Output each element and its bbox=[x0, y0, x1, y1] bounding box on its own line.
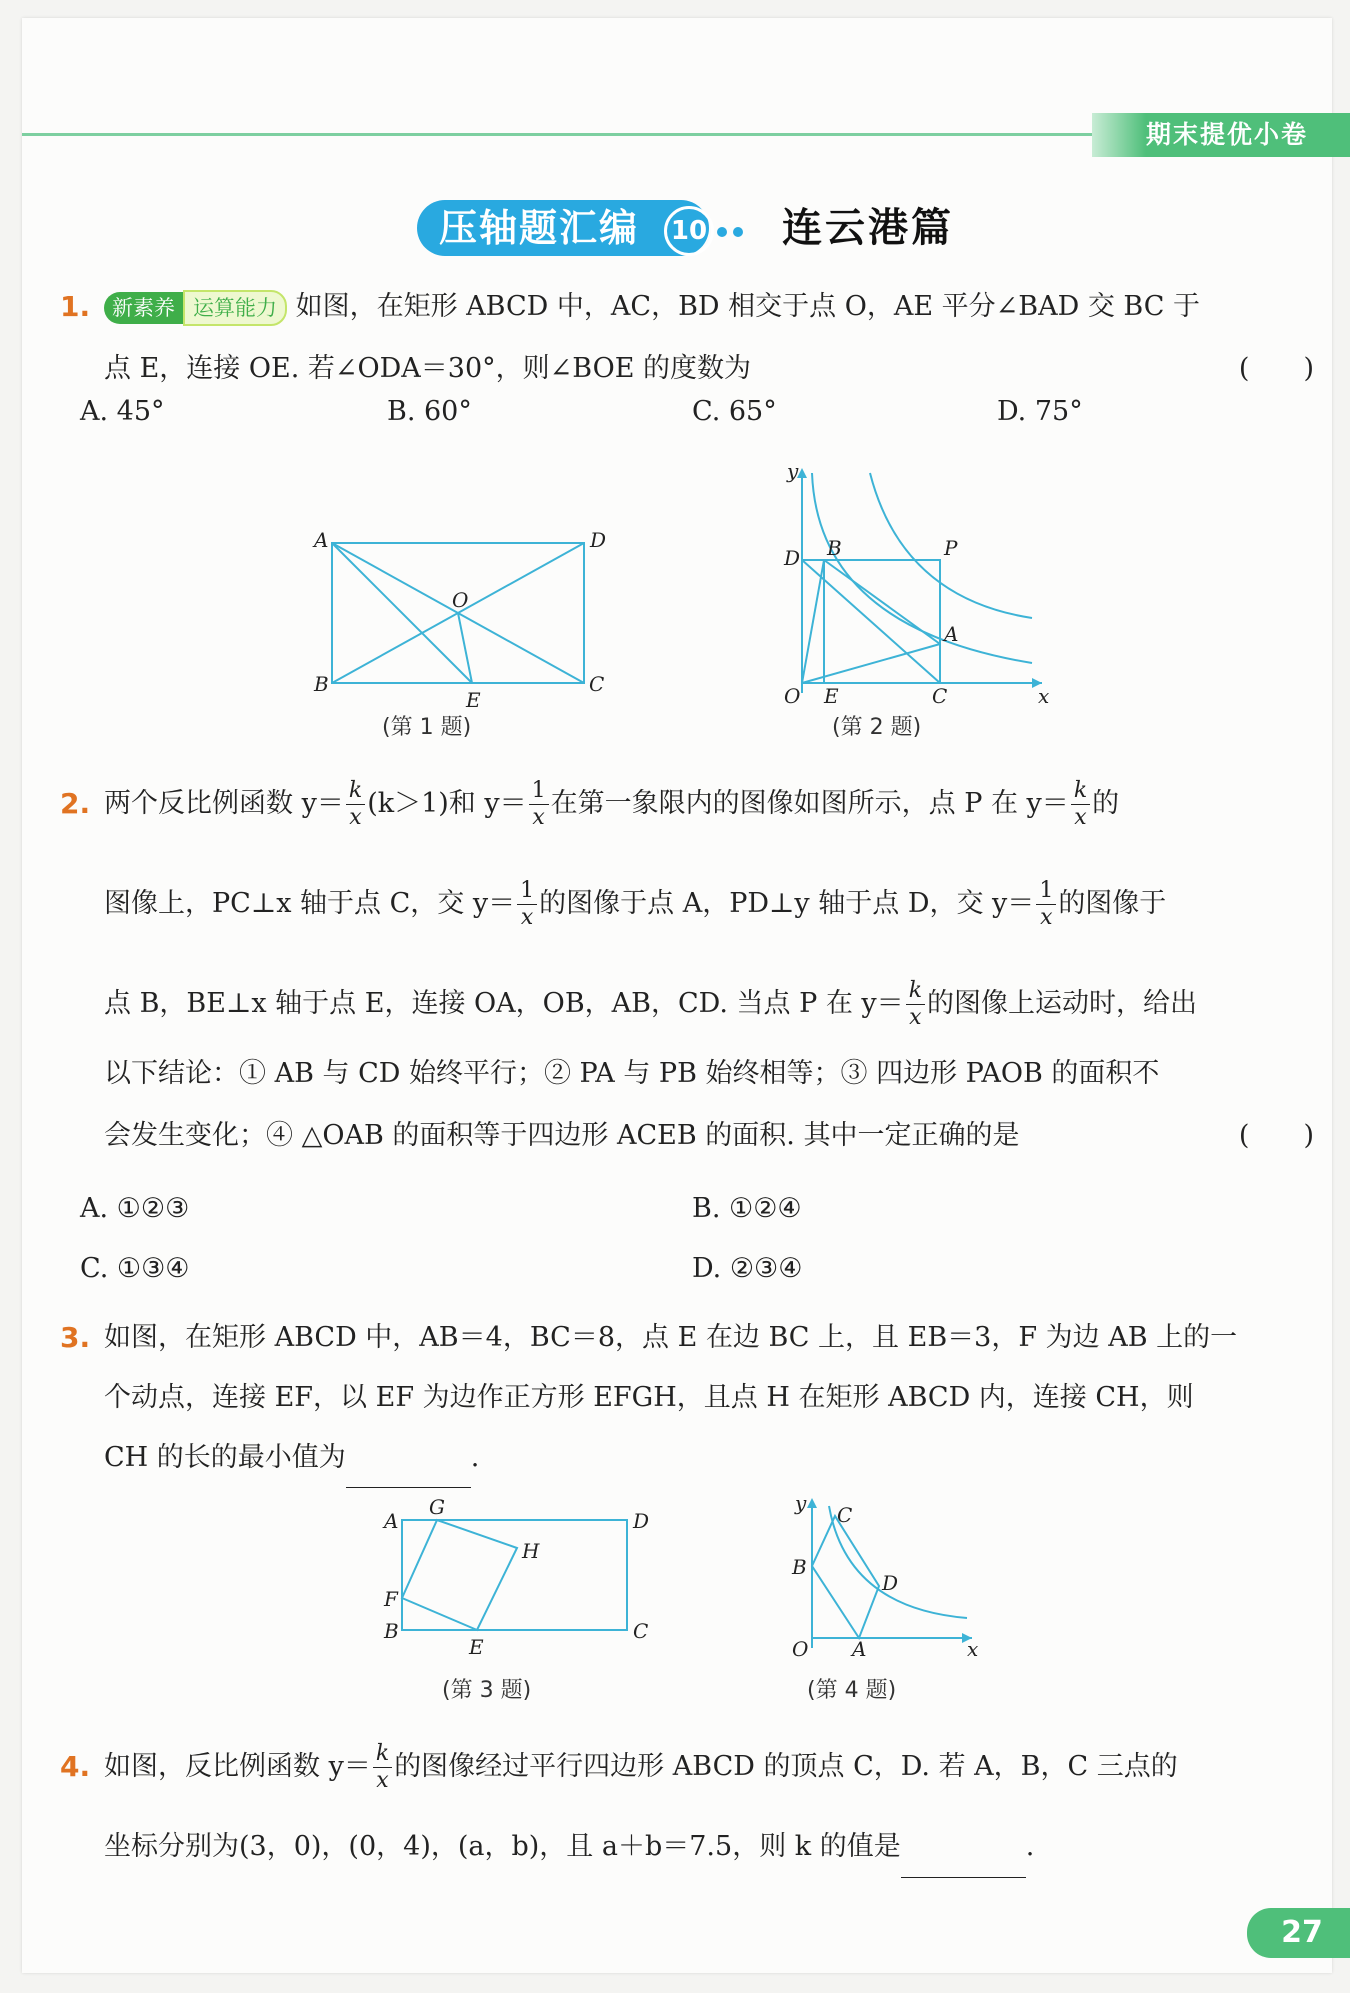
label-A: A bbox=[852, 1637, 867, 1661]
page-title bbox=[417, 200, 977, 260]
question-text: 两个反比例函数 y＝ bbox=[104, 788, 344, 819]
label-A: A bbox=[944, 622, 959, 646]
question-number: 1. bbox=[60, 290, 91, 323]
label-D: D bbox=[590, 528, 607, 552]
label-A: A bbox=[314, 528, 329, 552]
figure-4 bbox=[767, 1488, 997, 1668]
label-C: C bbox=[589, 672, 605, 696]
option-b: B. ①②④ bbox=[692, 1193, 802, 1224]
question-text: 以下结论：① AB 与 CD 始终平行；② PA 与 PB 始终相等；③ 四边形 PAOB 的面积不 bbox=[104, 1058, 1160, 1089]
fraction-k-over-x: $\frac{k}{x}$ bbox=[1071, 778, 1090, 831]
question-text: 坐标分别为(3，0)，(0，4)，(a，b)，且 a＋b＝7.5，则 k 的值是 bbox=[104, 1831, 901, 1862]
question-text: 的图像于点 A，PD⊥y 轴于点 D，交 y＝ bbox=[539, 888, 1035, 919]
answer-paren: ( ) bbox=[1238, 353, 1314, 384]
question-text: 的图像上运动时，给出 bbox=[927, 988, 1198, 1019]
question-text: 会发生变化；④ △OAB 的面积等于四边形 ACEB 的面积. 其中一定正确的是 bbox=[104, 1120, 1020, 1151]
label-x: x bbox=[967, 1637, 979, 1661]
label-C: C bbox=[633, 1619, 649, 1643]
option-d: D. 75° bbox=[997, 396, 1083, 427]
label-O: O bbox=[452, 588, 469, 612]
page bbox=[22, 18, 1332, 1973]
title-number: 10 bbox=[664, 206, 714, 256]
caption-4: (第 4 题) bbox=[807, 1678, 897, 1703]
answer-blank[interactable] bbox=[901, 1847, 1026, 1878]
header-rule bbox=[22, 133, 1092, 136]
label-B: B bbox=[827, 536, 842, 560]
question-text: 如图，在矩形 ABCD 中，AC，BD 相交于点 O，AE 平分∠BAD 交 BC 于 bbox=[295, 291, 1201, 322]
label-G: G bbox=[429, 1498, 445, 1519]
caption-3: (第 3 题) bbox=[442, 1678, 532, 1703]
question-text: 如图，反比例函数 y＝ bbox=[104, 1751, 371, 1782]
figure-2 bbox=[752, 458, 1072, 708]
question-text: 点 E，连接 OE. 若∠ODA＝30°，则∠BOE 的度数为 bbox=[104, 353, 752, 384]
label-D: D bbox=[633, 1509, 650, 1533]
label-C: C bbox=[837, 1503, 853, 1527]
fraction-k-over-x: $\frac{k}{x}$ bbox=[906, 978, 925, 1031]
question-text: 的图像于 bbox=[1058, 888, 1167, 919]
label-B: B bbox=[314, 672, 329, 696]
period: . bbox=[470, 1442, 480, 1473]
label-y: y bbox=[795, 1491, 807, 1515]
title-dots bbox=[717, 222, 749, 241]
caption-1: (第 1 题) bbox=[382, 715, 472, 740]
question-text: 的 bbox=[1092, 788, 1120, 819]
question-text: 如图，在矩形 ABCD 中，AB＝4，BC＝8，点 E 在边 BC 上，且 EB＝3，F 为边 AB 上的一 bbox=[104, 1322, 1238, 1353]
title-sub: 连云港篇 bbox=[782, 205, 954, 251]
section-tab: 期末提优小卷 bbox=[1092, 113, 1350, 157]
figure-1 bbox=[292, 513, 622, 713]
period: . bbox=[1025, 1831, 1035, 1862]
label-B: B bbox=[384, 1619, 399, 1643]
page-number: 27 bbox=[1247, 1908, 1350, 1958]
question-number: 3. bbox=[60, 1321, 91, 1354]
option-d: D. ②③④ bbox=[692, 1253, 803, 1284]
question-text: 点 B，BE⊥x 轴于点 E，连接 OA，OB，AB，CD. 当点 P 在 y＝ bbox=[104, 988, 904, 1019]
label-E: E bbox=[824, 684, 839, 708]
label-y: y bbox=[787, 459, 799, 483]
label-E: E bbox=[466, 688, 481, 712]
option-a: A. 45° bbox=[80, 396, 165, 427]
question-text: 在第一象限内的图像如图所示，点 P 在 y＝ bbox=[550, 788, 1069, 819]
answer-paren: ( ) bbox=[1238, 1120, 1314, 1151]
question-text: 个动点，连接 EF，以 EF 为边作正方形 EFGH，且点 H 在矩形 ABCD 内，连接 CH，则 bbox=[104, 1382, 1194, 1413]
fraction-1-over-x: $\frac{1}{x}$ bbox=[517, 878, 537, 931]
option-a: A. ①②③ bbox=[80, 1193, 190, 1224]
question-text: 的图像经过平行四边形 ABCD 的顶点 C，D. 若 A，B，C 三点的 bbox=[394, 1751, 1178, 1782]
fraction-k-over-x: $\frac{k}{x}$ bbox=[373, 1741, 392, 1794]
question-text: CH 的长的最小值为 bbox=[104, 1442, 346, 1473]
fraction-k-over-x: $\frac{k}{x}$ bbox=[346, 778, 365, 831]
badge-new-literacy: 新素养 bbox=[104, 292, 183, 324]
label-E: E bbox=[469, 1635, 484, 1659]
title-main: 压轴题汇编 bbox=[417, 200, 709, 256]
figure-3 bbox=[357, 1498, 677, 1668]
label-A: A bbox=[384, 1509, 399, 1533]
label-D: D bbox=[882, 1571, 899, 1595]
badge-skill: 运算能力 bbox=[183, 290, 287, 326]
option-c: C. 65° bbox=[692, 396, 777, 427]
label-F: F bbox=[384, 1587, 398, 1611]
caption-2: (第 2 题) bbox=[832, 715, 922, 740]
label-O: O bbox=[784, 684, 801, 708]
label-O: O bbox=[792, 1637, 809, 1661]
fraction-1-over-x: $\frac{1}{x}$ bbox=[1036, 878, 1056, 931]
label-B: B bbox=[792, 1555, 807, 1579]
label-C: C bbox=[932, 684, 948, 708]
label-H: H bbox=[522, 1539, 540, 1563]
label-x: x bbox=[1038, 684, 1050, 708]
question-text: (k＞1)和 y＝ bbox=[367, 788, 527, 819]
option-b: B. 60° bbox=[387, 396, 472, 427]
label-D: D bbox=[784, 546, 801, 570]
option-c: C. ①③④ bbox=[80, 1253, 190, 1284]
question-number: 4. bbox=[60, 1750, 91, 1783]
fraction-1-over-x: $\frac{1}{x}$ bbox=[529, 778, 549, 831]
question-text: 图像上，PC⊥x 轴于点 C，交 y＝ bbox=[104, 888, 516, 919]
answer-blank[interactable] bbox=[346, 1457, 471, 1488]
label-P: P bbox=[944, 536, 958, 560]
question-number: 2. bbox=[60, 787, 91, 820]
